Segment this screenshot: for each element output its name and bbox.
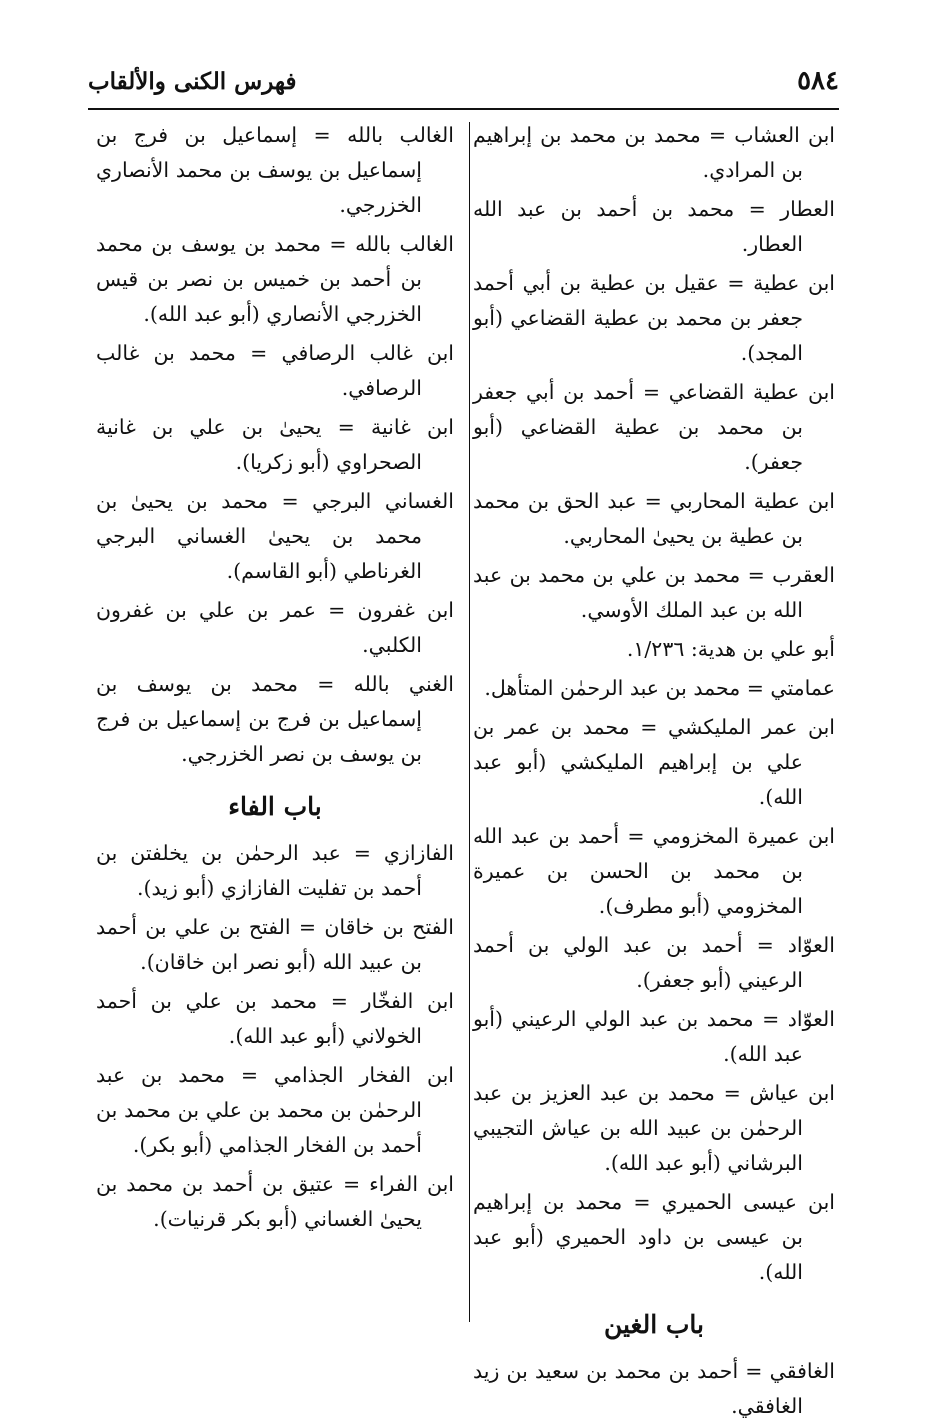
index-entry: الفتح بن خاقان = الفتح بن علي بن أحمد بن عبيد الله (أبو نصر ابن خاقان). — [96, 915, 454, 974]
index-entry: العقرب = محمد بن علي بن محمد بن عبد الله بن عبد الملك الأوسي. — [473, 563, 835, 622]
index-entry: أبو علي بن هدية: ١/٢٣٦. — [626, 637, 835, 661]
index-entry: ابن العشاب = محمد بن محمد بن إبراهيم بن المرادي. — [473, 123, 835, 182]
index-entry: ابن الفخار الجذامي = محمد بن عبد الرحمٰن بن محمد بن علي بن محمد بن أحمد بن الفخار الجذامي (أبو بكر). — [96, 1063, 454, 1157]
index-entry: الغالب بالله = محمد بن يوسف بن محمد بن أحمد بن خميس بن نصر بن قيس الخزرجي الأنصاري (أبو عبد الله). — [96, 232, 454, 326]
index-entry: ابن غالب الرصافي = محمد بن غالب الرصافي. — [96, 341, 454, 400]
left-column — [96, 118, 454, 1241]
running-title: فهرس الكنى والألقاب — [88, 68, 297, 95]
page-header — [88, 66, 839, 106]
index-entry: العوّاد = أحمد بن عبد الولي بن أحمد الرعيني (أبو جعفر). — [473, 933, 835, 992]
index-entry: عمامتي = محمد بن عبد الرحمٰن المتأهل. — [484, 676, 835, 700]
index-entry: ابن عيسى الحميري = محمد بن إبراهيم بن عيسى بن داود الحميري (أبو عبد الله). — [473, 1190, 835, 1284]
section-heading-fa: باب الفاء — [228, 792, 322, 821]
column-divider — [469, 122, 470, 1322]
index-entry: ابن عميرة المخزومي = أحمد بن عبد الله بن محمد بن الحسن بن عميرة المخزومي (أبو مطرف). — [473, 824, 835, 918]
page-number: ٥٨٤ — [797, 66, 839, 96]
index-entry: الغني بالله = محمد بن يوسف بن إسماعيل بن فرج بن إسماعيل بن فرج بن يوسف بن نصر الخزرجي. — [96, 672, 454, 766]
index-entry: ابن غفرون = عمر بن علي بن غفرون الكلبي. — [96, 598, 454, 657]
index-entry: الغساني البرجي = محمد بن يحيىٰ بن محمد بن يحيىٰ الغساني البرجي الغرناطي (أبو القاسم). — [96, 489, 454, 583]
index-entry: الفازازي = عبد الرحمٰن بن يخلفتن بن أحمد بن تفليت الفازازي (أبو زيد). — [96, 841, 454, 900]
index-entry: ابن عطية = عقيل بن عطية بن أبي أحمد جعفر بن محمد بن عطية القضاعي (أبو المجد). — [473, 271, 835, 365]
index-entry: ابن عياش = محمد بن عبد العزيز بن عبد الرحمٰن بن عبيد الله بن عياش التجيبي البرشاني (أبو عبد الله). — [473, 1081, 835, 1175]
index-entry: ابن الفراء = عتيق بن أحمد بن محمد بن يحيىٰ الغساني (أبو بكر قرنيات). — [96, 1172, 454, 1231]
header-rule — [88, 108, 839, 110]
index-entry: ابن عمر المليكشي = محمد بن عمر بن علي بن إبراهيم المليكشي (أبو عبد الله). — [473, 715, 835, 809]
index-entry: الغالب بالله = إسماعيل بن فرج بن إسماعيل بن يوسف بن محمد الأنصاري الخزرجي. — [96, 123, 454, 217]
index-entry: ابن عطية المحاربي = عبد الحق بن محمد بن عطية بن يحيىٰ المحاربي. — [473, 489, 835, 548]
index-entry: ابن عطية القضاعي = أحمد بن أبي جعفر بن محمد بن عطية القضاعي (أبو جعفر). — [473, 380, 835, 474]
index-entry: العوّاد = محمد بن عبد الولي الرعيني (أبو عبد الله). — [473, 1007, 835, 1066]
index-entry: ابن غانية = يحيىٰ بن علي بن غانية الصحراوي (أبو زكريا). — [96, 415, 454, 474]
index-entry: العطار = محمد بن أحمد بن عبد الله العطار. — [473, 197, 835, 256]
index-entry: ابن الفخّار = محمد بن علي بن أحمد الخولاني (أبو عبد الله). — [96, 989, 454, 1048]
section-heading-ghain: باب الغين — [603, 1310, 704, 1339]
right-column — [473, 118, 835, 1428]
index-entry: الغافقي = أحمد بن محمد بن سعيد بن زيد الغافقي. — [473, 1359, 835, 1418]
